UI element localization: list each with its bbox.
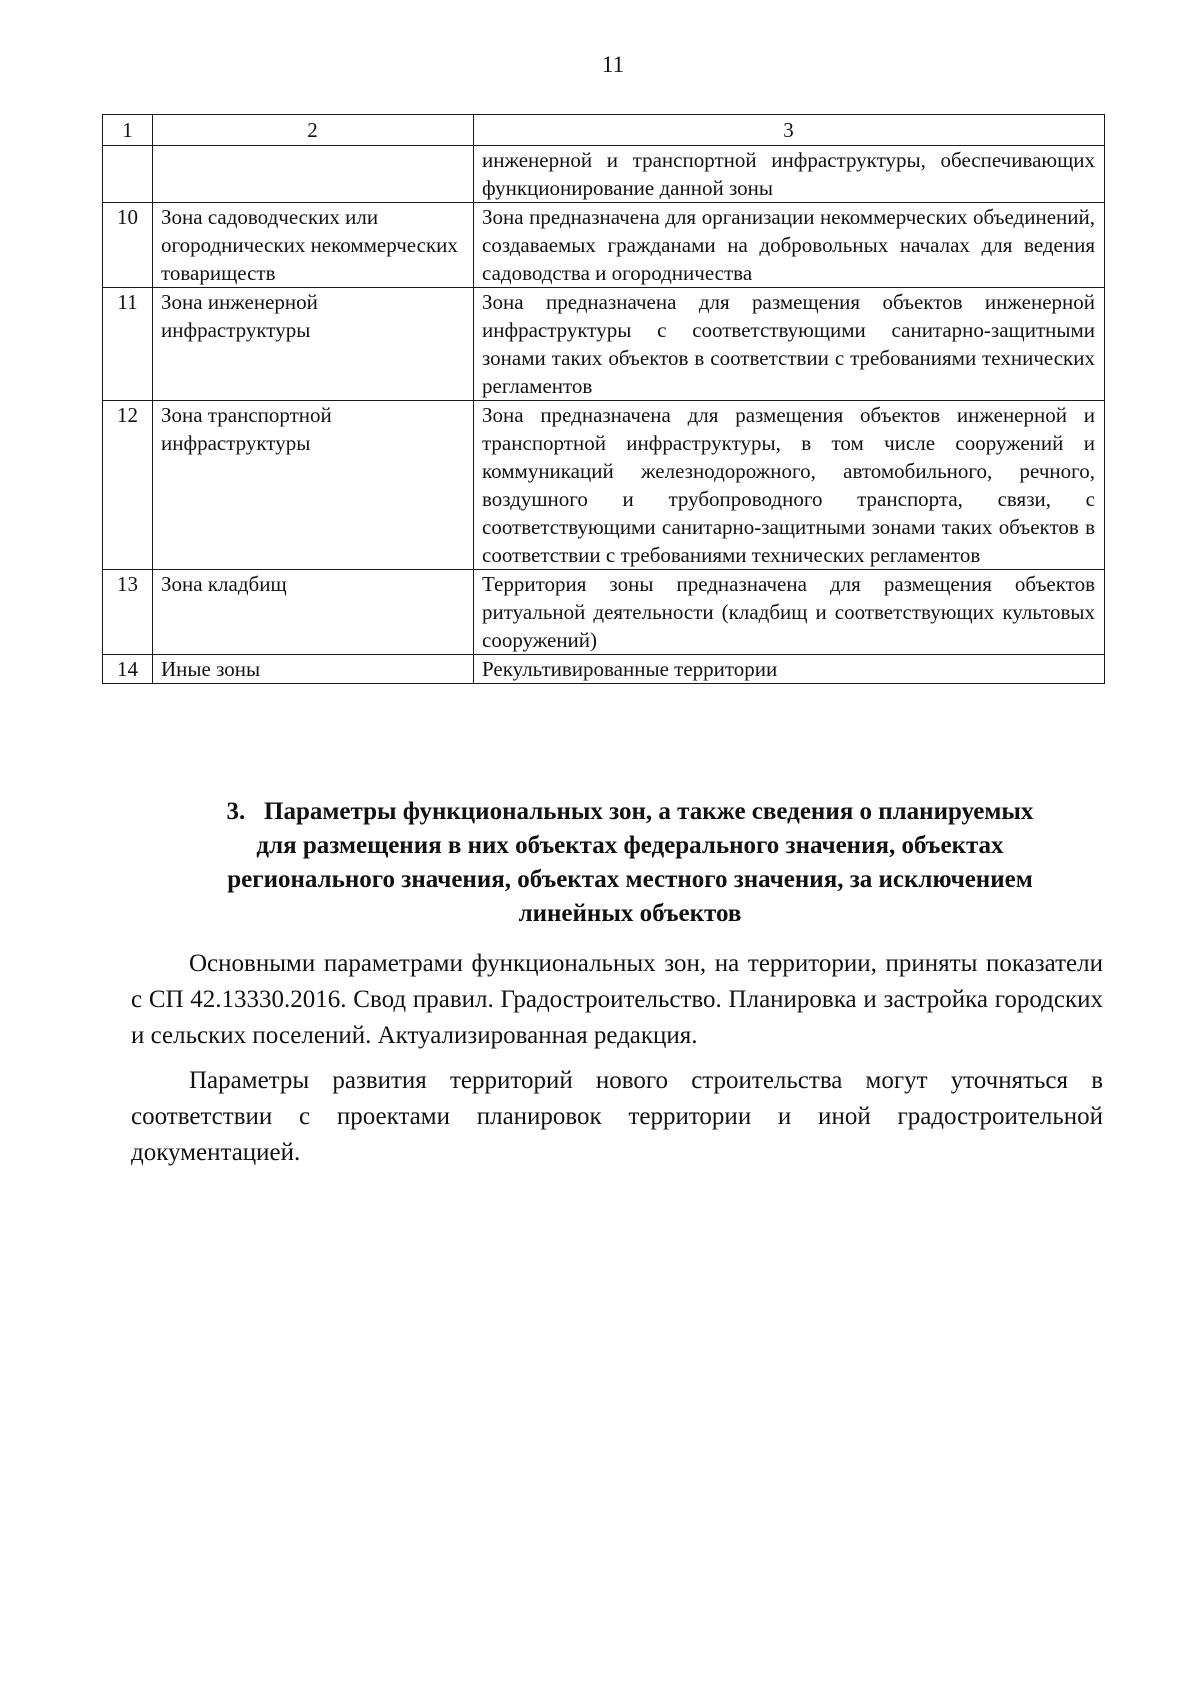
page-number: 11 [601,52,625,77]
section-heading-line: регионального значения, объектах местного значения, за исключением [227,866,1033,893]
table-row [103,203,1105,288]
table-row [103,655,1105,684]
zone-name-cell: Зона садоводческих или огороднических некоммерческих товариществ [153,203,474,288]
row-number-cell: 10 [103,203,153,288]
section-heading-line: для размещения в них объектах федерального значения, объектах [256,832,1004,859]
column-header-1: 1 [103,115,153,146]
zone-name-cell: Зона кладбищ [153,570,474,655]
section-heading-line: 3. Параметры функциональных зон, а также сведения о планируемых [226,798,1034,825]
zone-description-cell: Зона предназначена для организации некоммерческих объединений, создаваемых гражданами на добровольных началах для ведения садоводства и огородничества [474,203,1105,288]
zone-description-cell: Рекультивированные территории [474,655,1105,684]
paragraph: Основными параметрами функциональных зон, на территории, приняты показатели с СП 42.13330.2016. Свод правил. Градостроительство. Планировка и застройка городских и сельских поселений. Актуализированная редакция. [131,950,1103,1049]
table-row [103,570,1105,655]
zone-description-cell: Зона предназначена для размещения объектов инженерной инфраструктуры с соответствующими санитарно-защитными зонами таких объектов в соответствии с требованиями технических регламентов [474,288,1105,401]
row-number-cell [103,146,153,203]
table-row [103,401,1105,570]
zone-name-cell [153,146,474,203]
column-header-2: 2 [153,115,474,146]
table-row [103,288,1105,401]
row-number-cell: 12 [103,401,153,570]
section-heading [150,795,1110,931]
zone-name-cell: Зона инженерной инфраструктуры [153,288,474,401]
table-header-row [103,115,1105,146]
paragraph: Параметры развития территорий нового строительства могут уточняться в соответствии с проектами планировок территории и иной градостроительной документацией. [131,1067,1103,1166]
zone-description-cell: Зона предназначена для размещения объектов инженерной и транспортной инфраструктуры, в том числе сооружений и коммуникаций железнодорожного, автомобильного, речного, воздушного и трубопроводного транспорта, связи, с соответствующими санитарно-защитными зонами таких объектов в соответствии с требованиями технических регламентов [474,401,1105,570]
section-heading-line: линейных объектов [518,900,742,927]
zone-name-cell: Зона транспортной инфраструктуры [153,401,474,570]
section-body [131,946,1103,1180]
functional-zones-table [102,114,1105,684]
zone-description-cell: инженерной и транспортной инфраструктуры, обеспечивающих функционирование данной зоны [474,146,1105,203]
zone-description-cell: Территория зоны предназначена для размещения объектов ритуальной деятельности (кладбищ и соответствующих культовых сооружений) [474,570,1105,655]
row-number-cell: 14 [103,655,153,684]
row-number-cell: 11 [103,288,153,401]
column-header-3: 3 [474,115,1105,146]
row-number-cell: 13 [103,570,153,655]
zone-name-cell: Иные зоны [153,655,474,684]
table-row [103,146,1105,203]
